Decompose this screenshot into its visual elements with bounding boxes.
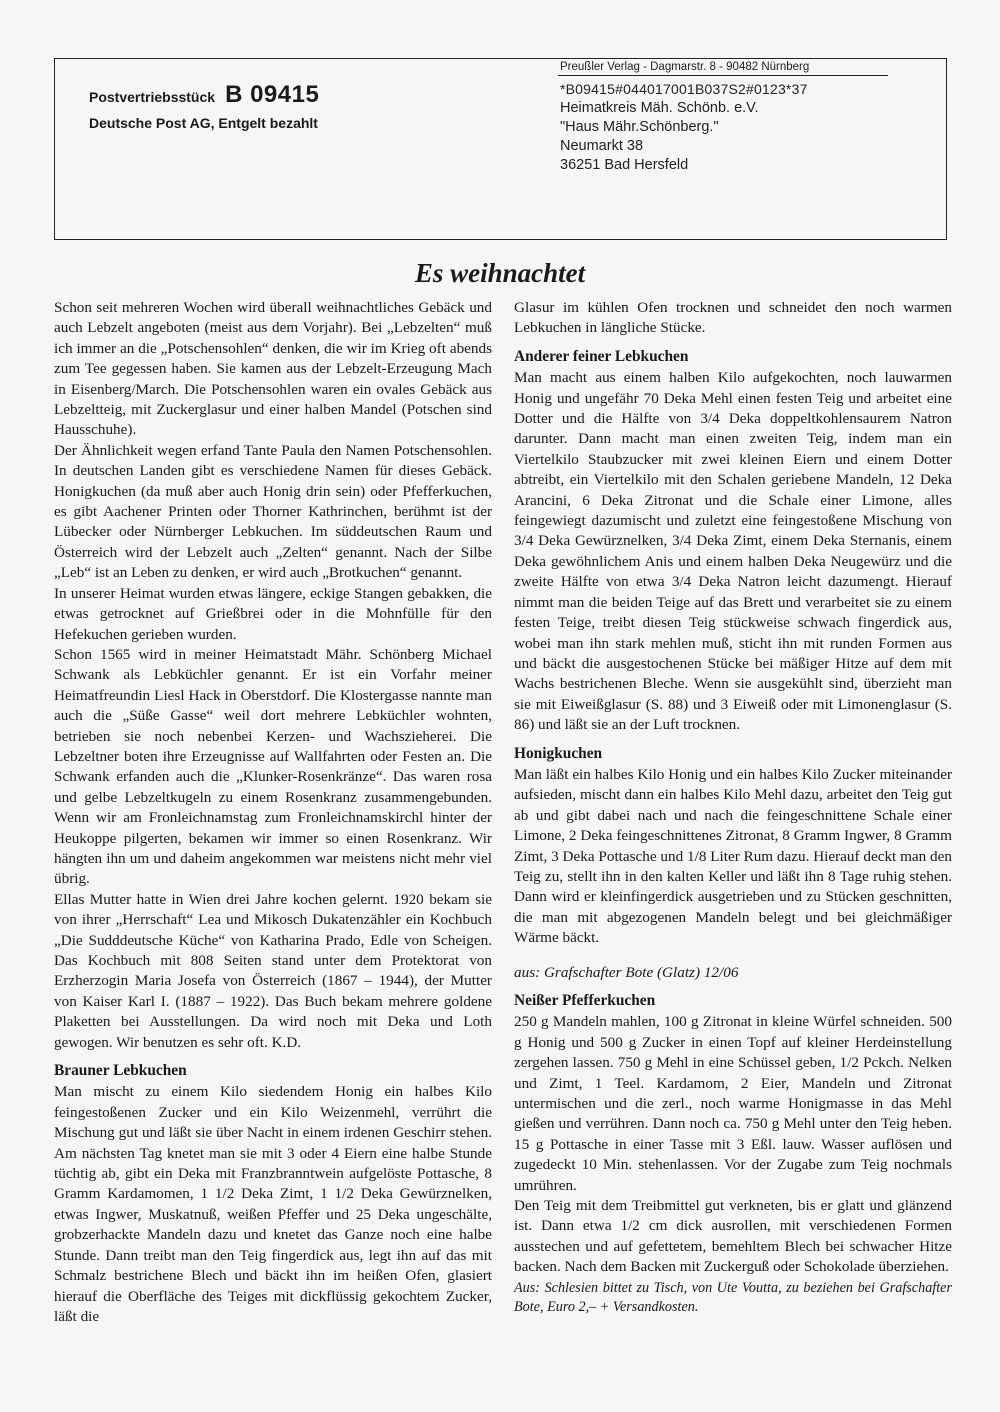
paragraph: In unserer Heimat wurden etwas längere, eckige Stangen gebakken, die etwas getrocknet auf Grießbrei oder in die Mohnfülle für den Hefekuchen gerieben wurden.: [54, 584, 492, 643]
left-column: [54, 298, 492, 1327]
address-line: "Haus Mähr.Schönberg.": [560, 119, 719, 135]
sender-line: Preußler Verlag - Dagmarstr. 8 - 90482 Nürnberg: [558, 61, 888, 76]
recipient-address: [558, 61, 888, 175]
recipe-text: Man mischt zu einem Kilo siedendem Honig ein halbes Kilo feingestoßenen Zucker und ein Kilo Weizenmehl, verrührt die Mischung gut und läßt sie über Nacht in einem irdenen Geschirr stehen. Am nächsten Tag knetet man sie mit 3 oder 4 Eiern eine halbe Stunde tüchtig ab, gibt ein Deka mit Franzbranntwein aufgelöste Pottasche, 8 Gramm Kardamomen, 1 1/2 Deka Zimt, 1 1/2 Deka Gewürznelken, etwas Ingwer, Muskatnuß, weißen Pfeffer und 25 Deka ungeschälte, grobzerhackte Mandeln dazu und knetet das Ganze noch eine halbe Stunde. Dann treibt man den Teig fingerdick aus, legt ihn auf das mit Schmalz bestrichene Blech und bäckt ihn im heißen Ofen, glasiert hierauf die Oberfläche des Teiges mit dickflüssig gekochtem Zucker, läßt die: [54, 1083, 492, 1325]
recipe-heading: Honigkuchen: [514, 744, 603, 762]
address-label: [54, 58, 947, 240]
address-line: Heimatkreis Mäh. Schönb. e.V.: [560, 100, 759, 116]
barcode-text: *B09415#044017001B037S2#0123*37: [560, 81, 808, 97]
paragraph: Ellas Mutter hatte in Wien drei Jahre kochen gelernt. 1920 bekam sie von ihrer „Herrschaft“ Lea und Mikosch Dukatenzähler ein Kochbuch „Die Sudddeutsche Küche“ von Katharina Prado, Edle von Scheigen. Das Kochbuch mit 808 Seiten stand unter dem Protektorat von Erzherzogin Maria Josefa von Österreich (1867 – 1944), der Mutter von Kaiser Karl I. (1887 – 1922). Das Buch bekam mehrere goldene Plaketten bei Ausstellungen. Da wird noch mit Deka und Loth gewogen. Wir benutzen es sehr oft. K.D.: [54, 890, 492, 1051]
recipe-text: 250 g Mandeln mahlen, 100 g Zitronat in kleine Würfel schneiden. 500 g Honig und 500 g Zucker in einen Topf auf kleiner Herdeinstellung zergehen lassen. 750 g Mehl in eine Schüssel geben, 1/2 Pckch. Nelken und Zimt, 1 Teel. Kardamom, 2 Eier, Mandeln und Zitronat untermischen und die zerl., noch warme Honigmasse in das Mehl gießen und verrühren. Dann noch ca. 750 g Mehl unter den Teig heben. 15 g Pottasche in einer Tasse mit 3 Eßl. lauw. Wasser auflösen und zugedeckt 10 Min. stehenlassen. Vor der Zugabe zum Teig nochmals umrühren.: [514, 1013, 952, 1194]
recipe-heading: Brauner Lebkuchen: [54, 1062, 187, 1080]
paragraph: Der Ähnlichkeit wegen erfand Tante Paula den Namen Potschensohlen. In deutschen Landen gibt es verschiedene Namen für dieses Gebäck. Honigkuchen (da muß aber auch Honig drin sein) oder Pfefferkuchen, es gibt Aachener Printen oder Thorner Kathrinchen, berühmt ist der Lübecker oder Nürnberger Lebkuchen. Im süddeutschen Raum und Österreich wird der Lebzelt auch „Zelten“ genannt. Nach der Silbe „Leb“ ist an Leben zu denken, er wird auch „Brotkuchen“ genannt.: [54, 441, 492, 582]
paragraph: Schon seit mehreren Wochen wird überall weihnachtliches Gebäck und auch Lebzelt angeboten (meist aus dem Vorjahr). Bei „Lebzelten“ muß ich immer an die „Potschensohlen“ denken, die wir im Krieg oft abends zum Tee gegessen haben. Sie kamen aus der Lebzelt-Erzeugung Mach in Eisenberg/March. Die Potschensohlen waren ein ovales Gebäck aus Lebzeltteig, mit Zuckerglasur und einer halben Mandel (Potschen sind Hausschuhe).: [54, 299, 492, 439]
address-line: 36251 Bad Hersfeld: [560, 157, 689, 173]
recipe-text: Man macht aus einem halben Kilo aufgekochten, noch lauwarmen Honig und ungefähr 70 Deka Mehl einen festen Teig und arbeitet eine Dotter und die Hälfte von 3/4 Deka doppeltkohlensaurem Natron darunter. Dann macht man einen zweiten Teig, indem man ein Viertelkilo Staubzucker mit zwei kleinen Eiern und einem Dotter abtreibt, ein Viertelkilo mit den Schalen geriebene Mandeln, 12 Deka Arancini, 6 Deka Zitronat und die Schale einer Limone, alles feingewiegt dazumischt und zuletzt eine feingestoßene Mischung von 3/4 Deka Gewürznelken, 3/4 Deka Zimt, einem Deka Sternanis, einem Deka gewöhnlichem Anis und einem halben Deka Neugewürz und die zweite Hälfte von etwa 3/4 Deka Natron leicht dazumengt. Hierauf nimmt man die beiden Teige auf das Brett und verarbeitet sie zu einem festen Teige, treibt diesen Teig stückweise schwach fingerdick aus, wobei man ihn stark mehlen muß, sticht ihn mit runden Formen aus und bäckt die ausgestochenen Stücke bei mäßiger Hitze auf dem mit Wachs bestrichenen Bleche. Wenn sie ausgekühlt sind, überzieht man sie mit Eiweißglasur (S. 88) und 3 Eiweiß oder mit Limonenglasur (S. 86) und läßt sie an der Luft trocknen.: [514, 369, 952, 734]
postage-info: [89, 81, 319, 131]
source-note: aus: Grafschafter Bote (Glatz) 12/06: [514, 963, 739, 981]
recipe-text: Den Teig mit dem Treibmittel gut verkneten, bis er glatt und glänzend ist. Dann etwa 1/2 cm dick ausrollen, mit verschiedenen Formen ausstechen und auf gefettetem, bemehltem Blech bei schwacher Hitze backen. Nach dem Backen mit Zuckerguß oder Schokolade überziehen.: [514, 1197, 952, 1276]
address-line: Neumarkt 38: [560, 138, 644, 154]
right-column: [514, 298, 952, 1317]
postvertrieb-number: B 09415: [225, 81, 320, 108]
postvertrieb-label: Postvertriebsstück: [89, 89, 216, 105]
source-note: Aus: Schlesien bittet zu Tisch, von Ute Voutta, zu beziehen bei Grafschafter Bote, Euro 2,– + Versandkosten.: [514, 1279, 952, 1315]
article-title: Es weihnachtet: [414, 258, 586, 288]
recipe-text: Man läßt ein halbes Kilo Honig und ein halbes Kilo Zucker miteinander aufsieden, mischt dann ein halbes Kilo Mehl dazu, arbeitet den Teig gut ab und gibt dabei nach und nach die feingeschnittene Schale einer Limone, 2 Deka feingeschnittenes Zitronat, 8 Gramm Ingwer, 8 Gramm Zimt, 3 Deka Pottasche und 1/8 Liter Rum dazu. Hierauf deckt man den Teig zu, stellt ihn in den kalten Keller und läßt ihn 8 Tage ruhig stehen. Dann wird er kleinfingerdick ausgetrieben und zu Stücken geschnitten, die man mit abgezogenen Mandeln belegt und bei gleichmäßiger Wärme bäckt.: [514, 765, 952, 947]
recipe-text: Glasur im kühlen Ofen trocknen und schneidet den noch warmen Lebkuchen in längliche Stücke.: [514, 299, 952, 337]
recipe-heading: Anderer feiner Lebkuchen: [514, 347, 689, 365]
post-info: Deutsche Post AG, Entgelt bezahlt: [89, 115, 318, 131]
recipe-heading: Neißer Pfefferkuchen: [514, 992, 656, 1009]
paragraph: Schon 1565 wird in meiner Heimatstadt Mähr. Schönberg Michael Schwank als Lebküchler genannt. Er ist ein Vorfahr meiner Heimatfreundin Liesl Hack in Oberstdorf. Die Klostergasse nannte man auch die „Süße Gasse“ weil dort mehrere Lebküchler wohnten, betrieben sie noch nebenbei Kerzen- und Wachszieherei. Die Lebzeltner boten ihre Erzeugnisse auf Wallfahrten oder Festen an. Die Schwank erfanden auch die „Klunker-Rosenkränze“. Das waren rosa und gelbe Lebzeltkugeln zu einem Rosenkranz zusammengebunden. Wenn wir am Fronleichnamstag zum Fronleichnamskirchl hinter der Heukoppe pilgerten, bekamen wir immer so einen Rosenkranz. Wir hängten ihn um und daheim angekommen war meistens nicht mehr viel übrig.: [54, 645, 492, 888]
